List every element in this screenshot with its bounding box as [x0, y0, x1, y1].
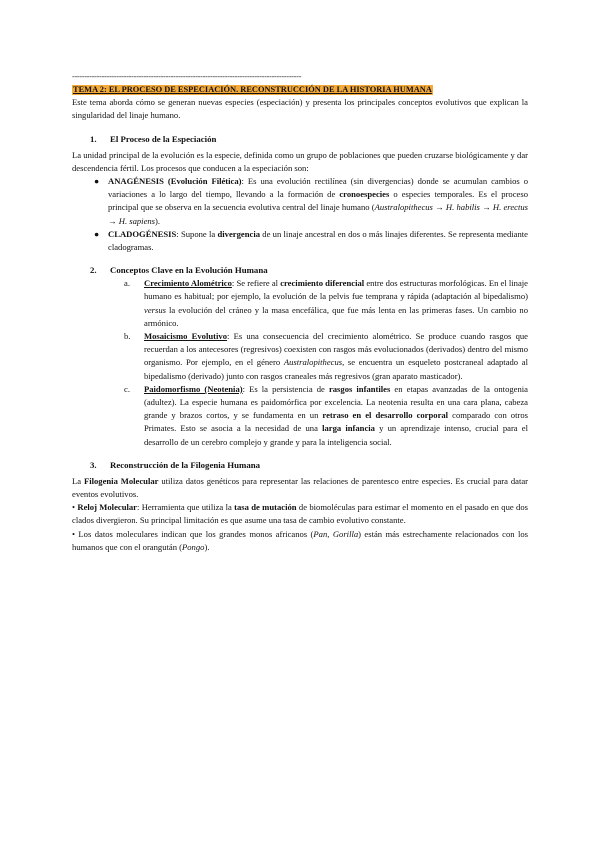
section-2-title: Conceptos Clave en la Evolución Humana	[110, 265, 268, 276]
mosaicismo-text-2: , se encuentra un esqueleto postcraneal adaptado al bipedalismo (derivado) junto con rasgos craneales más regresivos (gran aparato masticador).	[144, 357, 528, 381]
separator-line: ---------------------------------------------------------------------------------------------	[72, 72, 302, 81]
filogenia-lead: La	[72, 475, 84, 486]
list-marker: a.	[124, 278, 130, 289]
term-paidomorfismo: Paidomorfismo (Neotenia)	[144, 383, 243, 394]
list-item-mosaicismo	[124, 330, 528, 383]
keyword-reloj-molecular: Reloj Molecular	[77, 502, 137, 513]
anagenesis-text-2: o especies temporales. Es el proceso principal que se observa en la secuencia evolutiva central del linaje humano (	[108, 189, 528, 213]
cladogenesis-text-1: : Supone la	[176, 228, 218, 239]
keyword-filogenia-molecular: Filogenia Molecular	[83, 475, 159, 486]
section-1-heading	[72, 133, 528, 146]
molecular-data-text-2: ) están más estrechamente relacionados con los humanos que con el orangután (	[72, 528, 528, 552]
list-item-alometrico	[124, 277, 528, 330]
section-2-number: 2.	[90, 265, 97, 276]
genus-gorilla: Gorilla	[332, 528, 359, 539]
list-item-cladogenesis	[94, 228, 528, 254]
list-marker: c.	[124, 383, 130, 394]
alometrico-text-1: : Se refiere al	[231, 278, 281, 289]
bullet-icon: ●	[94, 228, 100, 239]
list-item-anagenesis	[94, 175, 528, 228]
keyword-larga-infancia: larga infancia	[322, 423, 375, 434]
term-anagenesis: ANAGÉNESIS (Evolución Filética)	[108, 176, 242, 187]
term-mosaicismo-evolutivo: Mosaicismo Evolutivo	[144, 331, 227, 342]
list-item-paidomorfismo	[124, 383, 528, 449]
genus-separator: ,	[327, 528, 333, 539]
section-3-number: 3.	[90, 459, 97, 470]
lineage-chain: Australopithecus → H. habilis → H. erectus → H. sapiens	[108, 202, 528, 226]
speciation-process-list	[72, 175, 528, 254]
paidomorfismo-text-4: y un aprendizaje intenso, crucial para el desarrollo de un cerebro complejo y grande y para la inteligencia social.	[144, 423, 528, 447]
keyword-retraso-desarrollo: retraso en el desarrollo corporal	[322, 410, 449, 421]
section-3-paragraph-2	[72, 501, 528, 527]
section-2-heading	[72, 264, 528, 277]
section-1-number: 1.	[90, 133, 97, 144]
intro-paragraph: Este tema aborda cómo se generan nuevas especies (especiación) y presenta los principales conceptos evolutivos que explican la singularidad del linaje humano.	[72, 97, 528, 121]
list-marker: b.	[124, 331, 131, 342]
key-concepts-list	[72, 277, 528, 449]
molecular-data-text-1: • Los datos moleculares indican que los grandes monos africanos (	[72, 528, 314, 539]
keyword-tasa-mutacion: tasa de mutación	[234, 502, 297, 513]
anagenesis-text-3: ).	[155, 215, 161, 226]
word-versus: versus	[144, 304, 166, 315]
anagenesis-text-1: : Es una evolución rectilínea (sin divergencias) donde se acumulan cambios o variaciones a lo largo del tiempo, llevando a la formación de	[108, 176, 529, 200]
paidomorfismo-text-2: en etapas avanzadas de la ontogenia (adultez). La especie humana es paidomórfica por excelencia. La neotenia resulta en una cara plana, cabeza grande y brazos cortos, y se fundamenta en un	[144, 383, 528, 421]
molecular-data-text-3: ).	[204, 541, 210, 552]
genus-pongo: Pongo	[182, 541, 205, 552]
cladogenesis-text-2: de un linaje ancestral en dos o más linajes diferentes. Se representa mediante cladogramas.	[108, 228, 528, 253]
section-3-paragraph-3	[72, 528, 528, 554]
mosaicismo-text-1: : Es una consecuencia del crecimiento alométrico. Se produce cuando rasgos que recuerdan a los antecesores (regresivos) coexisten con rasgos más evolucionados (derivados) dentro del mismo organismo. Por ejemplo, en el género	[144, 331, 528, 368]
document-title: TEMA 2: EL PROCESO DE ESPECIACIÓN. RECONSTRUCCIÓN DE LA HISTORIA HUMANA	[73, 85, 432, 94]
section-3-paragraph-1	[72, 475, 528, 501]
section-1-paragraph: La unidad principal de la evolución es la especie, definida como un grupo de poblaciones que pueden cruzarse biológicamente y dar descendencia fértil. Los procesos que conducen a la especiación son:	[72, 149, 528, 173]
section-3-title: Reconstrucción de la Filogenia Humana	[110, 459, 261, 470]
keyword-crecimiento-diferencial: crecimiento diferencial	[280, 278, 365, 289]
paidomorfismo-text-1: : Es la persistencia de	[242, 383, 329, 394]
reloj-bullet: •	[72, 502, 78, 513]
reloj-text-2: de biomoléculas para estimar el momento en el pasado en que dos clados divergieron. Su principal limitación es que asume una tasa de cambio evolutivo constante.	[72, 502, 528, 526]
genus-pan: Pan	[313, 528, 328, 539]
genus-australopithecus: Australopithecus	[283, 357, 343, 368]
filogenia-text: utiliza datos genéticos para representar las relaciones de parentesco entre especies. Es crucial para datar eventos evolutivos.	[72, 475, 529, 500]
alometrico-text-2: entre dos estructuras morfológicas. En el linaje humano es habitual; por ejemplo, la evolución de la pelvis fue temprana y rápida (adaptación al bipedalismo)	[144, 278, 528, 302]
keyword-divergencia: divergencia	[217, 228, 260, 239]
paidomorfismo-text-3: comparado con otros Primates. Esto se asocia a la necesidad de una	[144, 410, 528, 434]
reloj-text-1: : Herramienta que utiliza la	[136, 502, 235, 513]
section-3-heading	[72, 459, 528, 472]
bullet-icon: ●	[94, 176, 100, 187]
term-crecimiento-alometrico: Crecimiento Alométrico	[144, 278, 232, 289]
keyword-cronoespecies: cronoespecies	[339, 189, 390, 200]
keyword-rasgos-infantiles: rasgos infantiles	[328, 383, 391, 394]
term-cladogenesis: CLADOGÉNESIS	[108, 228, 177, 239]
alometrico-text-3: la evolución del cráneo y la masa encefálica, que fue más lenta en las primeras fases. Un cambio no armónico.	[144, 304, 528, 328]
section-1-title: El Proceso de la Especiación	[110, 133, 217, 144]
